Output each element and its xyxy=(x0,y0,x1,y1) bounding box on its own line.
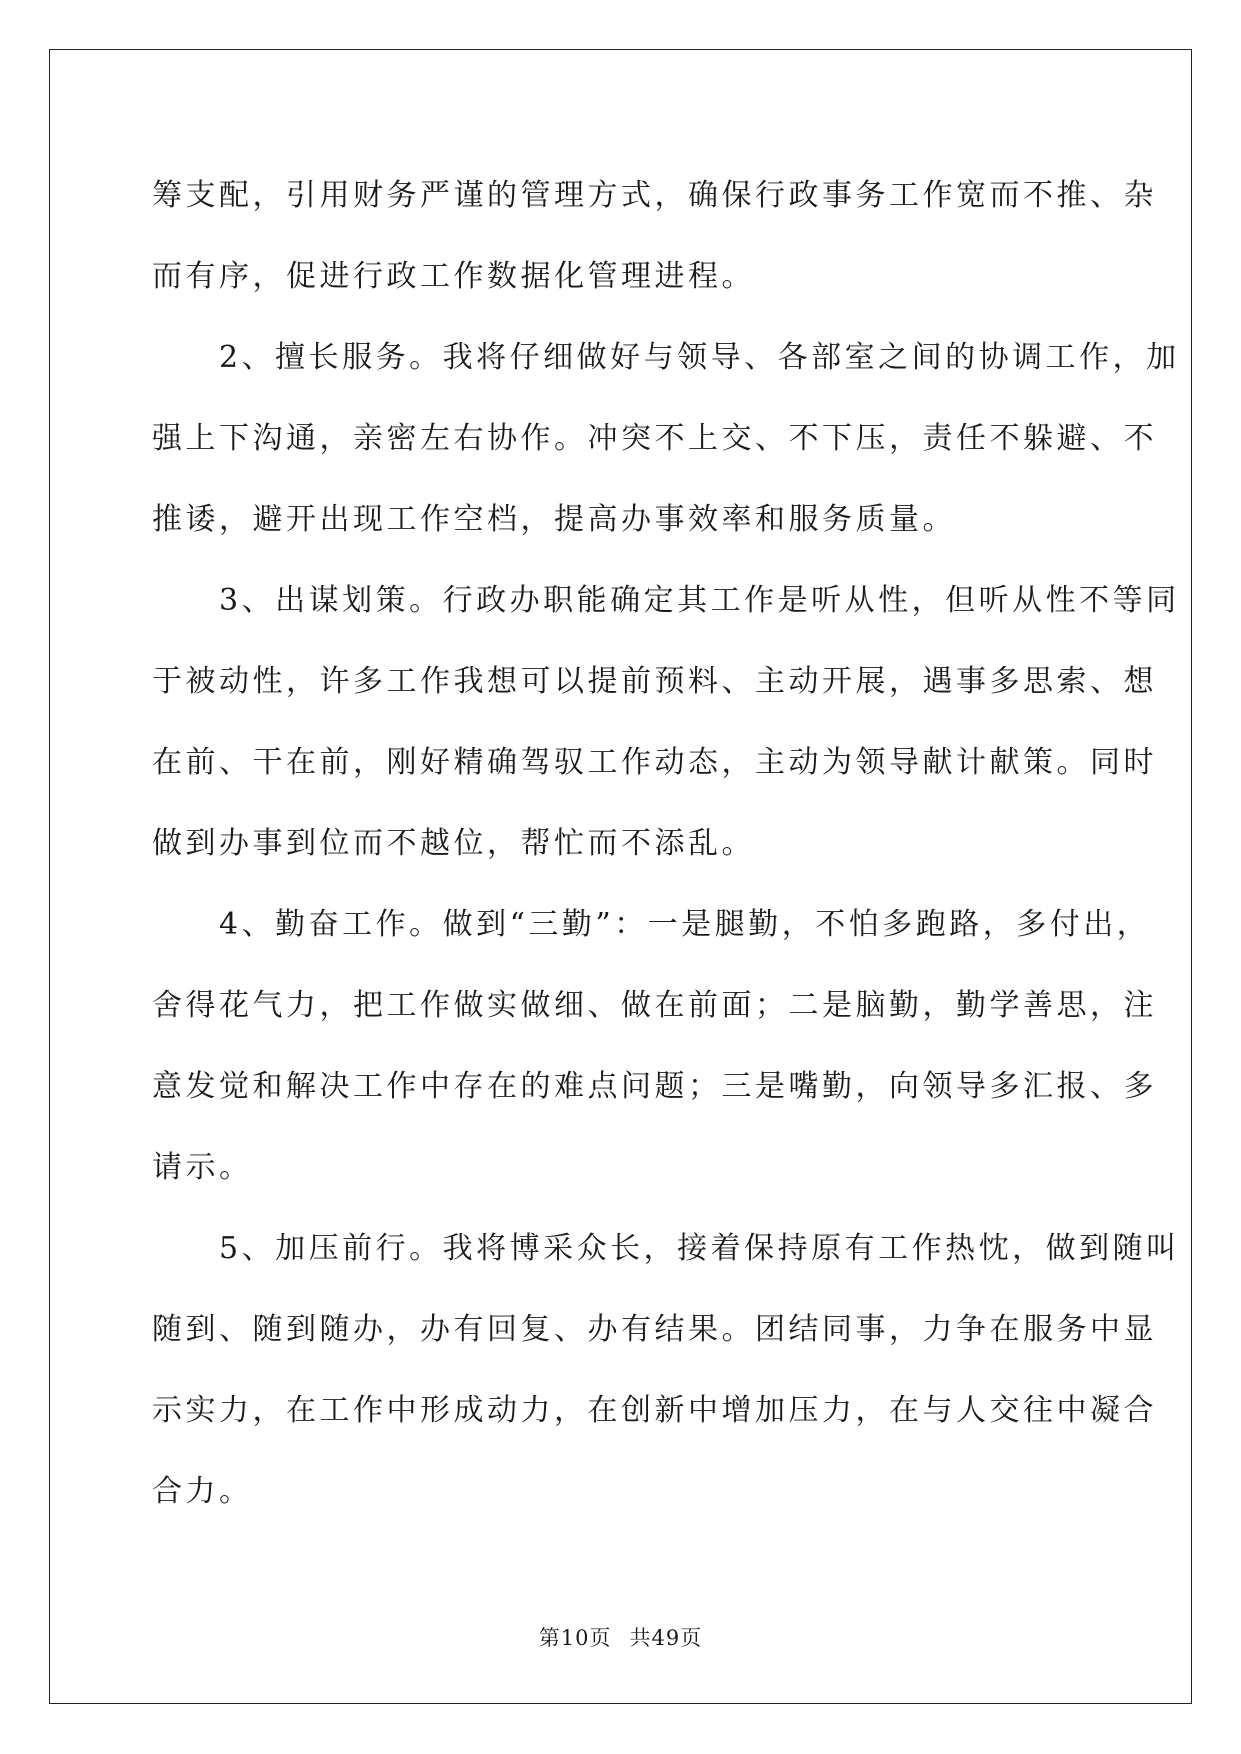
text-line: 舍得花气力，把工作做实做细、做在前面；二是脑勤，勤学善思，注 xyxy=(152,988,1157,1023)
page-number: 第10页 xyxy=(538,1626,612,1650)
text-line: 于被动性，许多工作我想可以提前预料、主动开展，遇事多思索、想 xyxy=(152,664,1157,699)
page-footer xyxy=(0,1622,1241,1652)
text-line: 做到办事到位而不越位，帮忙而不添乱。 xyxy=(152,826,755,861)
page-total: 共49页 xyxy=(629,1626,703,1650)
text-line: 随到、随到随办，办有回复、办有结果。团结同事，力争在服务中显 xyxy=(152,1312,1157,1347)
text-line: 推诿，避开出现工作空档，提高办事效率和服务质量。 xyxy=(152,502,956,537)
document-body xyxy=(152,155,1180,1532)
text-line: 示实力，在工作中形成动力，在创新中增加压力，在与人交往中凝合 xyxy=(152,1393,1157,1428)
text-line: 而有序，促进行政工作数据化管理进程。 xyxy=(152,259,755,294)
text-line: 请示。 xyxy=(152,1150,253,1185)
text-line: 合力。 xyxy=(152,1474,253,1509)
text-line: 3、出谋划策。行政办职能确定其工作是听从性，但听从性不等同 xyxy=(152,583,1180,618)
text-line: 强上下沟通，亲密左右协作。冲突不上交、不下压，责任不躲避、不 xyxy=(152,421,1157,456)
text-line: 在前、干在前，刚好精确驾驭工作动态，主动为领导献计献策。同时 xyxy=(152,745,1157,780)
text-line: 筹支配，引用财务严谨的管理方式，确保行政事务工作宽而不推、杂 xyxy=(152,178,1157,213)
text-line: 4、勤奋工作。做到“三勤”：一是腿勤，不怕多跑路，多付出， xyxy=(152,907,1151,942)
text-line: 意发觉和解决工作中存在的难点问题；三是嘴勤，向领导多汇报、多 xyxy=(152,1069,1157,1104)
text-line: 2、擅长服务。我将仔细做好与领导、各部室之间的协调工作，加 xyxy=(152,340,1180,375)
text-line: 5、加压前行。我将博采众长，接着保持原有工作热忱，做到随叫 xyxy=(152,1231,1180,1266)
